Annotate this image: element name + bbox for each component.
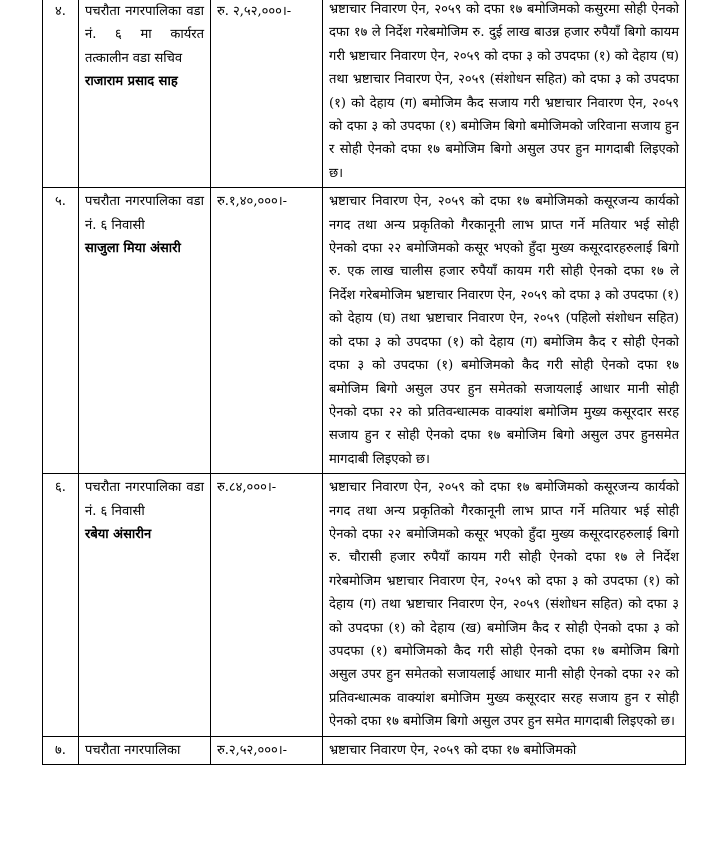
accused-cell [79,188,211,474]
accused-name: राजाराम प्रसाद साह [85,74,178,90]
table-row [43,188,686,474]
accused-cell [79,0,211,188]
serial-number: ७. [43,736,79,764]
accused-address: पचरौता नगरपालिका वडा नं. ६ मा कार्यरत तत्कालीन वडा सचिव [85,4,204,66]
accused-address: पचरौता नगरपालिका वडा नं. ६ निवासी [85,480,204,519]
serial-number: ४. [43,0,79,188]
claim-amount: रु. २,५२,०००।- [211,0,323,188]
accused-table [42,0,686,765]
accused-name: साजुला मिया अंसारी [85,241,181,257]
claim-description: भ्रष्टाचार निवारण ऐन, २०५९ को दफा १७ बमोजिमको कसूरजन्य कार्यको नगद तथा अन्य प्रकृतिको गैरकानूनी लाभ प्राप्त गर्ने मतियार भई सोही ऐनको दफा २२ बमोजिमको कसूर भएको हुँदा मुख्य कसूरदारहरुलाई बिगो रु. चौरासी हजार रुपैयाँ कायम गरी सोही ऐनको दफा १७ ले निर्देश गरेबमोजिम भ्रष्टाचार निवारण ऐन, २०५९ को दफा ३ को उपदफा (१) को देहाय (ग) तथा भ्रष्टाचार निवारण ऐन, २०५९ (संशोधन सहित) को दफा ३ को उपदफा (१) को देहाय (ख) बमोजिम कैद र सोही ऐनको दफा ३ को उपदफा (१) बमोजिमको कैद गरी सोही ऐनको दफा १७ बमोजिम बिगो असुल उपर हुन समेतको सजायलाई आधार मानी सोही ऐनको दफा २२ को प्रतिवन्धात्मक वाक्यांश बमोजिम मुख्य कसूरदार सरह सजाय हुन र सोही ऐनको दफा १७ बमोजिम बिगो असुल उपर हुन समेत मागदाबी लिइएको छ। [323,474,686,736]
claim-amount: रु.१,४०,०००।- [211,188,323,474]
claim-amount: रु.२,५२,०००।- [211,736,323,764]
claim-description: भ्रष्टाचार निवारण ऐन, २०५९ को दफा १७ बमोजिमको [323,736,686,764]
accused-name: रबेया अंसारीन [85,526,152,542]
table-row [43,0,686,188]
table-row [43,736,686,764]
claim-amount: रु.८४,०००।- [211,474,323,736]
accused-cell [79,474,211,736]
claim-description: भ्रष्टाचार निवारण ऐन, २०५९ को दफा १७ बमोजिमको कसुरमा सोही ऐनको दफा १७ ले निर्देश गरेबमोजिम रु. दुई लाख बाउन्न हजार रुपैयाँ बिगो कायम गरी भ्रष्टाचार निवारण ऐन, २०५९ को दफा ३ को उपदफा (१) को देहाय (घ) तथा भ्रष्टाचार निवारण ऐन, २०५९ (संशोधन सहित) को दफा ३ को उपदफा (१) को देहाय (ग) बमोजिम कैद सजाय गरी भ्रष्टाचार निवारण ऐन, २०५९ को दफा ३ को उपदफा (१) बमोजिम बिगो बमोजिमको जरिवाना सजाय हुन र सोही ऐनको दफा १७ बमोजिम बिगो असुल उपर हुन मागदाबी लिइएको छ। [323,0,686,188]
table-row [43,474,686,736]
serial-number: ६. [43,474,79,736]
serial-number: ५. [43,188,79,474]
accused-cell [79,736,211,764]
accused-address: पचरौता नगरपालिका [85,742,181,758]
claim-description: भ्रष्टाचार निवारण ऐन, २०५९ को दफा १७ बमोजिमको कसूरजन्य कार्यको नगद तथा अन्य प्रकृतिको गैरकानूनी लाभ प्राप्त गर्ने मतियार भई सोही ऐनको दफा २२ बमोजिमको कसूर भएको हुँदा मुख्य कसूरदारहरुलाई बिगो रु. एक लाख चालीस हजार रुपैयाँ कायम गरी सोही ऐनको दफा १७ ले निर्देश गरेबमोजिम भ्रष्टाचार निवारण ऐन, २०५९ को दफा ३ को उपदफा (१) को देहाय (घ) तथा भ्रष्टाचार निवारण ऐन, २०५९ (पहिलो संशोधन सहित) को दफा ३ को उपदफा (१) को देहाय (ग) बमोजिम कैद र सोही ऐनको दफा ३ को उपदफा (१) बमोजिमको कैद गरी सोही ऐनको दफा १७ बमोजिम बिगो असुल उपर हुन समेतको सजायलाई आधार मानी सोही ऐनको दफा २२ को प्रतिवन्धात्मक वाक्यांश बमोजिम मुख्य कसूरदार सरह सजाय हुन र सोही ऐनको दफा १७ बमोजिम बिगो असुल उपर हुनसमेत मागदाबी लिइएको छ। [323,188,686,474]
accused-address: पचरौता नगरपालिका वडा नं. ६ निवासी [85,194,204,233]
